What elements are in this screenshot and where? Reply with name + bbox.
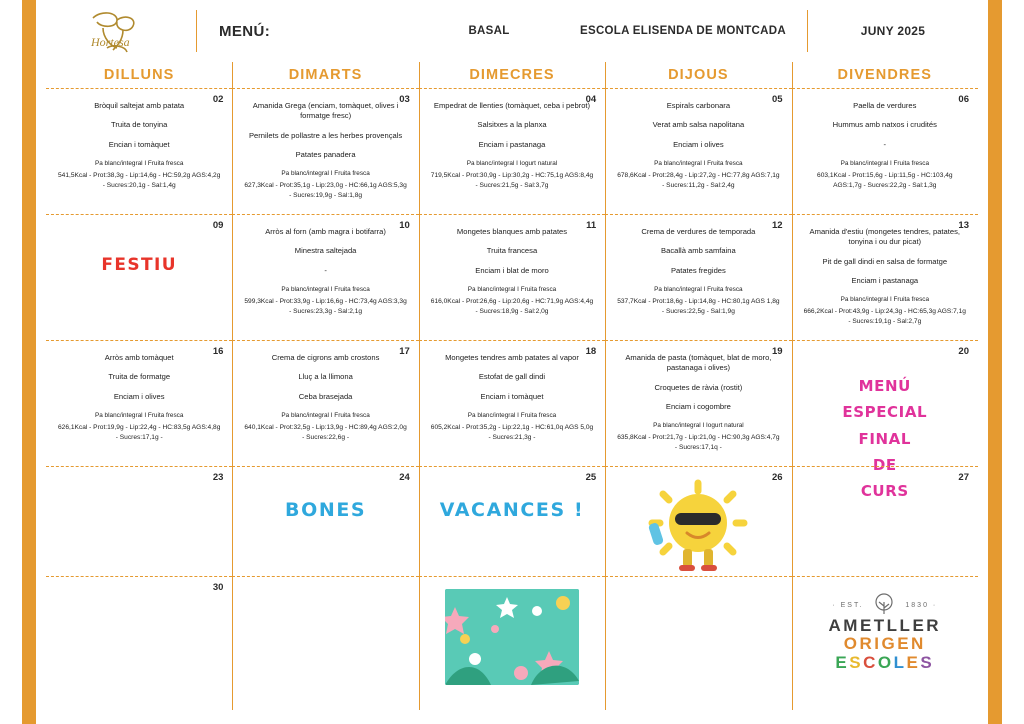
tree-icon	[871, 593, 897, 617]
day-number: 25	[585, 472, 597, 483]
menu-side: Pa blanc/integral I Fruita fresca	[840, 296, 930, 303]
menu-dish: Crema de verdures de temporada	[641, 227, 756, 236]
day-number: 30	[212, 582, 224, 593]
calendar-cell	[419, 340, 605, 466]
day-name-row	[46, 62, 978, 88]
logo-year-label: 1830 ·	[905, 601, 938, 609]
calendar-cell	[232, 340, 418, 466]
calendar-cell	[605, 88, 791, 214]
nutrition-info: 605,2Kcal - Prot:35,2g - Lip:22,1g - HC:61,0q AGS 5,0g - Sucres:21,3g -	[430, 424, 594, 441]
calendar-cell	[419, 214, 605, 340]
nutrition-info: 537,7Kcal - Prot:18,6g - Lip:14,8g - HC:80,1g AGS 1,8g - Sucres:22,5g - Sal:1,9g	[617, 298, 780, 315]
nutrition-info: 719,5Kcal - Prot:30,9g - Lip:30,2g - HC:75,1g AGS:8,4g - Sucres:21,5g - Sal:3,7g	[430, 172, 594, 189]
menu-dish: Amanida de pasta (tomàquet, blat de moro, pastanaga i olives)	[625, 353, 772, 373]
menu-dish: Arròs al forn (amb magra i botifarra)	[265, 227, 386, 236]
festiu-label: FESTIU	[101, 255, 177, 275]
svg-text:Hortesa: Hortesa	[91, 35, 130, 49]
calendar-cell	[419, 88, 605, 214]
menu-dish: Empedrat de llenties (tomàquet, ceba i pebrot)	[433, 101, 591, 110]
menu-dish: Enciam i blat de moro	[475, 265, 549, 275]
day-number: 19	[772, 346, 783, 357]
ametller-origen-escoles-logo	[802, 593, 968, 672]
menu-dish: Hummus amb natxos i crudités	[832, 120, 937, 130]
menu-dish: Enciam i olives	[113, 391, 165, 401]
calendar-cell	[792, 466, 978, 576]
menu-dish: Bròquil saltejat amb patata	[94, 101, 185, 110]
calendar-cell	[792, 214, 978, 340]
calendar-grid	[46, 62, 978, 716]
menu-dish: Ceba brasejada	[298, 391, 353, 401]
left-border-band	[22, 0, 36, 724]
day-number: 05	[772, 94, 783, 105]
day-number: 03	[399, 94, 410, 105]
day-number: 24	[399, 472, 410, 483]
calendar-cell	[232, 466, 418, 576]
menu-dish: Pernilets de pollastre a les herbes provençals	[248, 130, 403, 140]
day-number: 02	[212, 94, 224, 105]
logo-line-ametller: AMETLLER	[828, 616, 942, 635]
menu-side: Pa blanc/integral I Fruita fresca	[281, 170, 370, 177]
menu-side: Pa blanc/integral I Iogurt natural	[466, 159, 558, 167]
day-number: 06	[958, 94, 969, 105]
menu-side: Pa blanc/integral I Fruita fresca	[467, 285, 557, 293]
hortesa-logo	[46, 0, 196, 62]
calendar-cell	[232, 214, 418, 340]
school-name: ESCOLA ELISENDA DE MONTCADA	[580, 25, 786, 37]
menu-label: MENÚ:	[219, 22, 271, 40]
menu-dish: Bacallà amb samfaina	[661, 246, 736, 256]
calendar-cell	[46, 214, 232, 340]
menu-dish: Enciam i pastanaga	[851, 275, 919, 285]
menu-side: Pa blanc/integral I Fruita fresca	[467, 411, 557, 419]
menu-dish: Enciam i cogombre	[665, 401, 731, 411]
menu-dish: -	[324, 265, 327, 275]
calendar-cell	[605, 214, 791, 340]
dayname-dimarts: DIMARTS	[288, 67, 363, 83]
day-number: 27	[958, 472, 969, 483]
sun-illustration	[615, 479, 781, 575]
calendar-cell	[605, 340, 791, 466]
dayname-dilluns: DILLUNS	[103, 67, 175, 83]
menu-dish: Amanida d'estiu (mongetes tendres, patates, tonyina i ou dur picat)	[809, 227, 961, 247]
menu-dish: Truita francesa	[486, 246, 538, 256]
month-label: JUNY 2025	[860, 24, 926, 38]
logo-est-label: · EST.	[832, 601, 864, 609]
day-number: 04	[585, 94, 597, 105]
day-number: 18	[585, 346, 597, 357]
menu-dish: Paella de verdures	[853, 101, 917, 110]
menu-dish: Amanida Grega (enciam, tomàquet, olives i formatge fresc)	[252, 101, 399, 121]
holiday-greeting: BONES	[284, 499, 367, 521]
calendar-cell	[46, 466, 232, 576]
logo-line-escoles: ESCOLES	[835, 652, 935, 672]
special-menu-label: MENÚ ESPECIAL FINAL DE CURS	[842, 377, 928, 500]
calendar-cell	[605, 466, 791, 576]
menu-dish: Patates panadera	[295, 149, 356, 159]
menu-dish: Crema de cigrons amb crostons	[271, 353, 380, 362]
menu-side: Pa blanc/integral I Fruita fresca	[654, 159, 743, 167]
day-number: 12	[772, 220, 783, 231]
menu-dish: Encian i tomàquet	[108, 139, 170, 149]
menu-dish: -	[883, 139, 887, 149]
calendar-cell	[232, 576, 418, 688]
nutrition-info: 635,8Kcal - Prot:21,7g - Lip:21,0g - HC:90,3g AGS:4,7g - Sucres:17,1q -	[617, 434, 780, 451]
menu-dish: Salsitxes a la planxa	[477, 120, 547, 130]
day-number: 23	[212, 472, 224, 483]
calendar-cell	[232, 88, 418, 214]
menu-side: Pa blanc/integral I Fruita fresca	[840, 159, 930, 167]
dayname-dijous: DIJOUS	[668, 67, 729, 83]
logo-line-origen: ORIGEN	[843, 634, 926, 654]
nutrition-info: 627,3Kcal - Prot:35,1g - Lip:23,0g - HC:66,1g AGS:5,3g - Sucres:19,9g - Sal:1,8g	[244, 182, 407, 199]
menu-dish: Mongetes blanques amb patates	[456, 227, 568, 236]
calendar-cell	[46, 88, 232, 214]
menu-dish: Espirals carbonara	[666, 101, 731, 110]
menu-side: Pa blanc/integral I Iogurt natural	[653, 422, 744, 429]
dayname-dimecres: DIMECRES	[469, 67, 555, 83]
menu-dish: Enciam i tomàquet	[480, 391, 544, 401]
menu-dish: Enciam i olives	[673, 139, 724, 149]
nutrition-info: 541,5Kcal - Prot:38,3g - Lip:14,6g - HC:59,2g AGS:4,2g - Sucres:20,1g - Sal:1,4g	[58, 172, 221, 189]
menu-side: Pa blanc/integral I Fruita fresca	[281, 411, 370, 419]
nutrition-info: 599,3Kcal - Prot:33,9g - Lip:16,6g - HC:73,4g AGS:3,3g - Sucres:23,3g - Sal:2,1g	[244, 298, 407, 315]
calendar-cell	[792, 88, 978, 214]
menu-dish: Estofat de gall dindi	[478, 372, 546, 382]
calendar-cell	[605, 576, 791, 688]
column-divider	[792, 62, 793, 710]
menu-side: Pa blanc/integral I Fruita fresca	[281, 285, 370, 293]
day-number: 09	[212, 220, 224, 231]
day-number: 26	[772, 472, 783, 483]
menu-dish: Truita de formatge	[108, 372, 171, 382]
nutrition-info: 640,1Kcal - Prot:32,5g - Lip:13,9g - HC:89,4g AGS:2,0g - Sucres:22,6g -	[244, 424, 407, 441]
day-number: 13	[958, 220, 969, 231]
menu-dish: Enciam i pastanaga	[478, 139, 546, 149]
holiday-greeting: VACANCES !	[439, 499, 585, 521]
diet-type: BASAL	[468, 25, 510, 37]
menu-dish: Lluç a la llimona	[298, 372, 353, 382]
menu-side: Pa blanc/integral I Fruita fresca	[94, 159, 184, 167]
calendar-cell	[419, 466, 605, 576]
menu-dish: Mongetes tendres amb patates al vapor	[445, 353, 579, 362]
nutrition-info: 666,2Kcal - Prot:43,9g - Lip:24,3g - HC:65,3g AGS:7,1g - Sucres:19,1g - Sal:2,7g	[803, 308, 966, 325]
dayname-divendres: DIVENDRES	[837, 67, 933, 83]
day-number: 11	[586, 220, 597, 231]
menu-dish: Croquetes de ràvia (rostit)	[654, 382, 743, 392]
menu-dish: Arròs amb tomàquet	[104, 353, 174, 362]
menu-dish: Truita de tonyina	[111, 120, 168, 130]
day-number: 10	[399, 220, 410, 231]
calendar-cell	[46, 340, 232, 466]
nutrition-info: 603,1Kcal - Prot:15,6g - Lip:11,5g - HC:103,4g AGS:1,7g - Sucres:22,2g - Sal:1,3g	[817, 172, 953, 189]
column-divider	[605, 62, 606, 710]
nutrition-info: 626,1Kcal - Prot:19,9g - Lip:22,4g - HC:83,5g AGS:4,8g - Sucres:17,1g -	[58, 424, 221, 441]
column-divider	[232, 62, 233, 710]
menu-side: Pa blanc/integral I Fruita fresca	[94, 411, 184, 419]
right-border-band	[988, 0, 1002, 724]
day-number: 20	[958, 346, 969, 357]
nutrition-info: 678,6Kcal - Prot:28,4g - Lip:27,2g - HC:77,8g AGS:7,1g - Sucres:11,2g - Sal:2,4g	[617, 172, 780, 189]
column-divider	[419, 62, 420, 710]
menu-dish: Verat amb salsa napolitana	[652, 120, 745, 130]
page-header	[46, 0, 978, 62]
calendar-cell	[46, 576, 232, 688]
menu-dish: Minestra saltejada	[294, 246, 357, 256]
menu-dish: Pit de gall dindi en salsa de formatge	[822, 256, 948, 266]
day-number: 16	[212, 346, 224, 357]
menu-side: Pa blanc/integral I Fruita fresca	[654, 285, 743, 293]
calendar-cell	[419, 576, 605, 688]
menu-dish: Patates fregides	[670, 265, 726, 275]
calendar-cell	[792, 576, 978, 688]
nutrition-info: 616,0Kcal - Prot:26,6g - Lip:20,6g - HC:71,9g AGS:4,4g - Sucres:18,9g - Sal:2,0g	[430, 298, 594, 315]
day-number: 17	[399, 346, 410, 357]
hortesa-logo-mark	[73, 4, 169, 58]
beach-illustration	[445, 589, 579, 685]
